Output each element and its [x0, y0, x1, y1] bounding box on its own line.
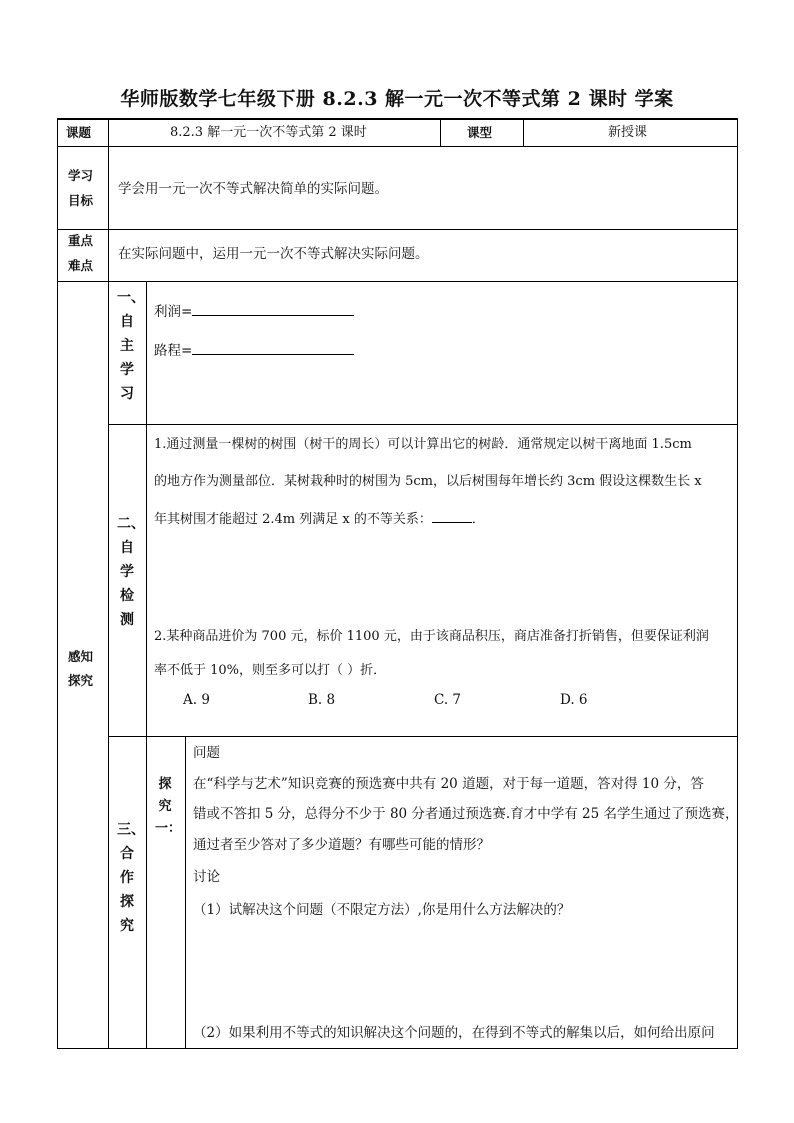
heading-char: 学: [120, 564, 134, 580]
heading-char: 究: [158, 799, 172, 814]
heading-char: 合: [120, 846, 134, 862]
heading-char: 一、: [117, 290, 145, 306]
discussion-q1: （1）试解决这个问题（不限定方法）,你是用什么方法解决的？: [193, 902, 571, 918]
keypoints-label-1: 重点: [68, 233, 94, 248]
problem-line2: 错或不答扣 5 分，总得分不少于 80 分者通过预选赛.育才中学有 25 名学生通过了预选赛，: [193, 806, 739, 822]
option-c[interactable]: C. 7: [434, 692, 462, 708]
heading-char: 检: [120, 588, 134, 604]
profit-label: 利润=: [154, 304, 193, 320]
distance-field[interactable]: [154, 340, 354, 360]
problem-line1: 在“科学与艺术”知识竞赛的预选赛中共有 20 道题，对于每一道题，答对得 10 分，答: [193, 776, 704, 792]
q1-answer-blank[interactable]: [432, 508, 472, 523]
heading-char: 一：: [155, 821, 182, 836]
explore-one-heading: [155, 774, 182, 840]
heading-char: 主: [120, 338, 134, 354]
q1-tail: ．: [471, 512, 485, 527]
problem-line3: 通过者至少答对了多少道题？有哪些可能的情形？: [193, 837, 490, 853]
objective-label-1: 学习: [68, 168, 94, 183]
option-b[interactable]: B. 8: [308, 692, 336, 708]
problem-label: 问题: [193, 745, 220, 761]
heading-char: 探: [120, 894, 134, 910]
discussion-q2: （2）如果利用不等式的知识解决这个问题的，在得到不等式的解集以后，如何给出原问: [193, 1025, 715, 1041]
option-a[interactable]: A. 9: [183, 692, 210, 708]
type-label: 课型: [467, 125, 493, 140]
heading-char: 自: [120, 314, 134, 330]
objective-label-2: 目标: [68, 193, 94, 208]
heading-char: 二、: [117, 516, 145, 532]
heading-char: 作: [120, 870, 134, 886]
cooperative-heading: [117, 818, 145, 938]
option-d[interactable]: D. 6: [560, 692, 588, 708]
heading-char: 测: [120, 612, 134, 628]
distance-blank[interactable]: [192, 340, 354, 355]
section-label-1: 感知: [68, 649, 94, 664]
q1-line2: 的地方作为测量部位．某树栽种时的树围为 5cm，以后树围每年增长约 3cm 假设这棵数生长 x: [154, 474, 702, 489]
keypoints-label-2: 难点: [68, 258, 94, 273]
distance-label: 路程=: [154, 343, 193, 359]
self-check-heading: [117, 512, 145, 632]
heading-char: 探: [158, 777, 172, 792]
heading-char: 习: [120, 386, 134, 402]
q2-line1: 2.某种商品进价为 700 元，标价 1100 元，由于该商品积压，商店准备打折销售，但要保证利润: [154, 629, 709, 644]
keypoints-text: 在实际问题中，运用一元一次不等式解决实际问题。: [118, 246, 429, 262]
q1-line3: [154, 508, 485, 529]
topic-label: 课题: [66, 125, 92, 140]
section-label-2: 探究: [68, 673, 94, 688]
discussion-label: 讨论: [193, 869, 220, 885]
topic-value: 8.2.3 解一元一次不等式第 2 课时: [170, 125, 367, 140]
heading-char: 三、: [117, 822, 145, 838]
profit-field[interactable]: [154, 301, 354, 321]
heading-char: 学: [120, 362, 134, 378]
q1-line3-text: 年其树围才能超过 2.4m 列满足 x 的不等关系：: [154, 512, 432, 527]
type-value: 新授课: [608, 125, 648, 140]
heading-char: 究: [120, 918, 134, 934]
self-study-heading: [117, 286, 145, 406]
q2-line2: 率不低于 10%，则至多可以打（ ）折．: [154, 663, 387, 678]
objective-text: 学会用一元一次不等式解决简单的实际问题。: [118, 181, 388, 197]
page-title: 华师版数学七年级下册 8.2.3 解一元一次不等式第 2 课时 学案: [120, 88, 674, 110]
q1-line1: 1.通过测量一棵树的树围（树干的周长）可以计算出它的树龄．通常规定以树干离地面 1.5cm: [154, 437, 692, 452]
heading-char: 自: [120, 540, 134, 556]
profit-blank[interactable]: [192, 301, 354, 316]
